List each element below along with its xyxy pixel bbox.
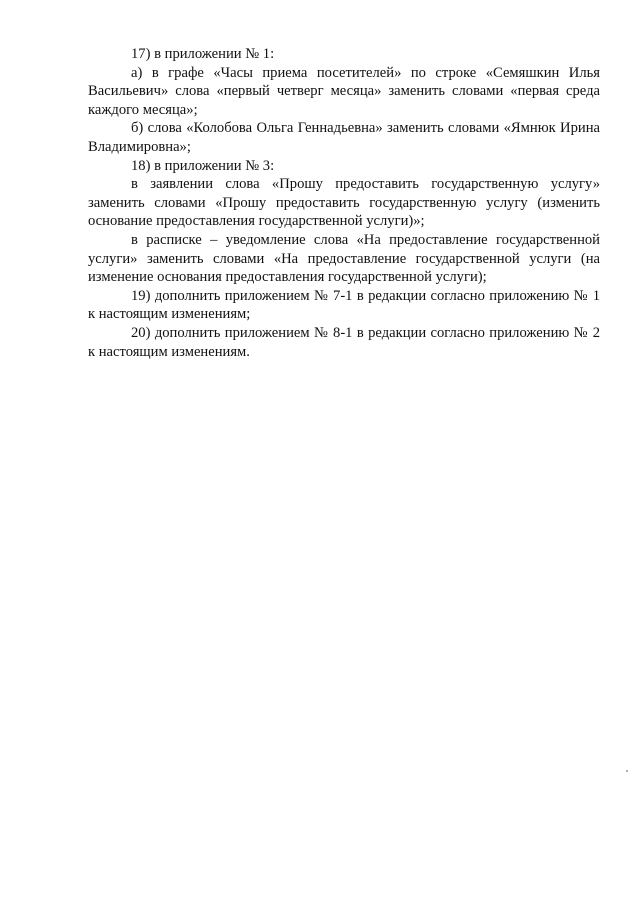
item-17-subitem-a: а) в графе «Часы приема посетителей» по строке «Семяшкин Илья Васильевич» слова «первый четверг месяца» заменить словами «первая среда каждого месяца»; [88,64,600,118]
item-20: 20) дополнить приложением № 8-1 в редакции согласно приложению № 2 к настоящим изменениям. [88,324,600,360]
item-17-heading: 17) в приложении № 1: [131,46,275,62]
item-18-receipt-change: в расписке – уведомление слова «На предоставление государственной услуги» заменить словами «На предоставление государственной услуги (на изменение основания предоставления государственной услуги); [88,231,600,286]
item-17-subitem-b: б) слова «Колобова Ольга Геннадьевна» заменить словами «Ямнюк Ирина Владимировна»; [88,120,600,155]
item-19: 19) дополнить приложением № 7-1 в редакции согласно приложению № 1 к настоящим изменениям; [88,287,600,323]
item-18-heading: 18) в приложении № 3: [131,157,275,174]
scan-speck [626,770,628,772]
item-18-application-change: в заявлении слова «Прошу предоставить государственную услугу» заменить словами «Прошу предоставить государственную услугу (изменить основание предоставления государственной услуги)»; [88,176,600,230]
document-body [88,45,600,361]
